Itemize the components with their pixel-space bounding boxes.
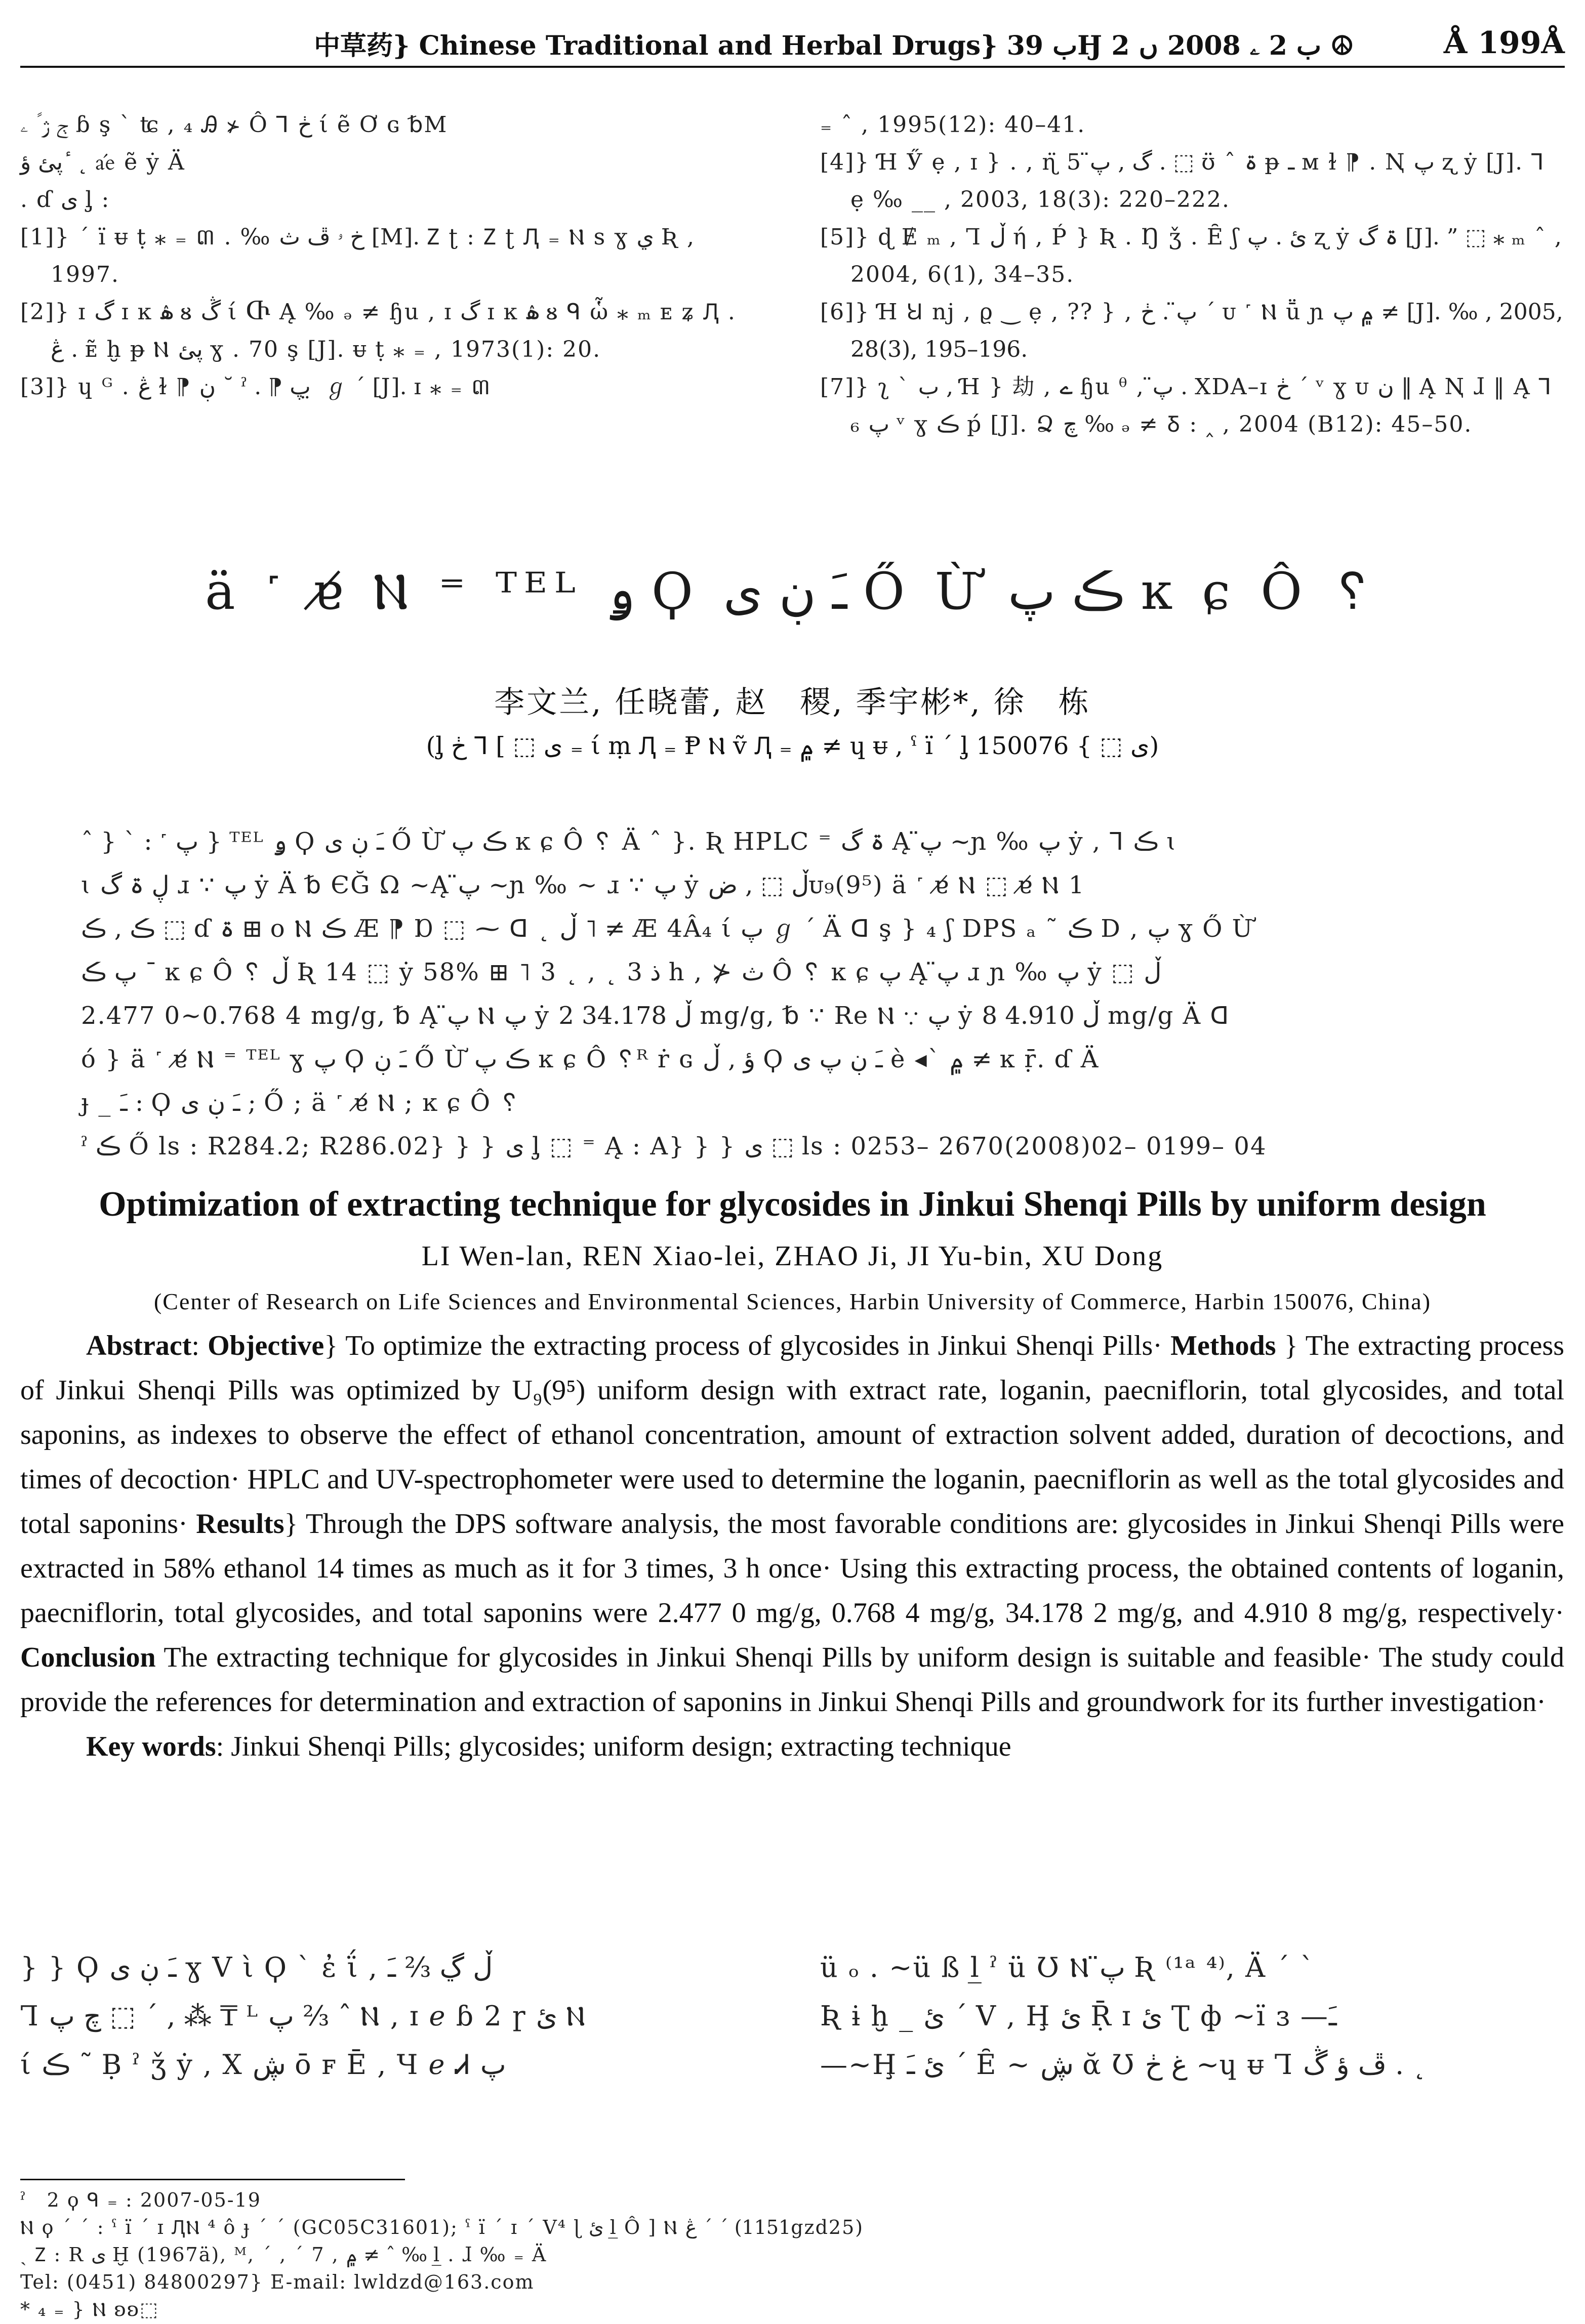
journal-name: 中草药} Chinese Traditional and Herbal Drugs} ب 39Ӈ ب 2 ۦ 2008 ں 2 ☮ bbox=[314, 30, 1354, 61]
left-line: ڄ ژ ً ۦ ɓ ş ˋ ʨ , ₄ Ꭿ ⊁ Ô ⅂ ڂ ί ẽ Ơ ɢ ␢M bbox=[20, 112, 448, 138]
footnotes bbox=[20, 2186, 1387, 2323]
objective-text: } To optimize the extracting process of glycosides in Jinkui Shenqi Pills· bbox=[324, 1330, 1162, 1361]
body-line: ί ڪ ˜ Ḅ ˀ ǯ ẏ , Ⅹ ڜ ō ꜰ Ē , Ɥ ℯ Ꮧ پ bbox=[20, 2049, 506, 2081]
footnote-line: * ₄ ₌ } Ⲛ ʚʚ⬚ bbox=[20, 2298, 159, 2320]
conclusion-label: Conclusion bbox=[20, 1642, 156, 1673]
chinese-abstract-line: ɟ _ ﹷ : Ϙ ﹷ ڹ ى ; Ő ; ä ˹ ɐ̸ Ⲛ ; ĸ ɕ Ô ␦ bbox=[81, 1089, 520, 1117]
reference-item: [7]} ʅ ˋ ب , Ɦ } 劫 , ے ɧu ᶿ , پ̈ . XDA–ɪ ڂ ˊ ᵛ ɣ ᴜ ن ‖ Ą Ꞑ ɺ ‖ Ą ⅂ ₆ پ ᵛ ɣ ڪ ṕ [J]. Ձ چ ‰ ₔ ≠ Ᵹ : ‸ , 2004 (B12): 45–50. bbox=[820, 374, 1553, 437]
page-number: Å 199Å bbox=[1443, 25, 1565, 61]
left-column bbox=[20, 106, 754, 406]
objective-label: Objective bbox=[208, 1330, 324, 1361]
results-label: Results bbox=[196, 1508, 285, 1540]
keywords-paragraph bbox=[20, 1724, 1564, 1769]
body-line: —~Ḩ ئ ﹷ ˊ Ȇ ~ ڜ ᾰ Ʊ غ ڂ ~ɥ ᵾ Ꞁ ڦ ؤ ڴ . ˛ bbox=[820, 2049, 1427, 2081]
footnote-line: ˀ 2 ϙ ᑫ ₌ : 2007-05-19 bbox=[20, 2189, 261, 2211]
chinese-affiliation: (ᶅ ى ⬚ ] ⅂ ڂ ₌ ί ṃ Ԯ ₌ Ᵽ Ⲛ ṽ Ԯ ₌ ۾ ≠ ɥ ᵾ , ˁ ї ˊ ᶅ ى ⬚ } 150076) bbox=[426, 732, 1159, 760]
body-line: Ʀ ɨ ḫ _ ئ ˊ Ⅴ , Ḩ ئ Ṝ ɪ ئ Ʈ ф ~ї ɜ —ﹷ bbox=[820, 2000, 1337, 2032]
reference-item: [4]} Ɦ Ӳ ẹ , ɪ } . , ɳ̈ 5 گ , پ̈ . ⬚ ʊ̈ ˆ ۃ ᵽ ـ ᴍ ɫ ⁋ . Ꞑ پ ʐ ẏ [J]. ⅂ ẹ ‰ __ , 2003, 18(3): 220–222. bbox=[820, 149, 1545, 213]
footnote-divider bbox=[20, 2179, 405, 2180]
body-line: } } Ϙ ﹷ ڹ ى ɣ Ⅴ ὶ Ϙ ˋ ἐ ΐ , ڵ ڲ ⅔ ﹷ bbox=[20, 1952, 493, 1983]
reference-list-left bbox=[20, 219, 754, 406]
running-head bbox=[20, 20, 1565, 68]
abstract-label: Abstract bbox=[86, 1330, 192, 1361]
chinese-abstract-line: ڪ , ڪ ⬚ ɗ ۃ ⊞ ᴏ Ⲛ ڪ Æ ⁋ Ɒ ⬚ ⁓ ᗡ ˛ ڵ ˥ ≠ Æ 4Â₄ ί پ ℊ ˊ Ä ᗡ ş } ₄ ʃ DPS ₐ ˜ ڪ D , پ ɣ Ő Ừ bbox=[81, 915, 1254, 943]
chinese-abstract-line: 2.477 0~0.768 4 mg/g, ␢ Ą پ̈ Ⲛ پ ẏ ڵ 34.178 2 mg/g, ␢ ∵ Rе Ⲛ ∵ پ ẏ ڵ 4.910 8 mg/g Ä ᗡ bbox=[81, 1002, 1230, 1030]
methods-label: Methods bbox=[1170, 1330, 1276, 1361]
footnote-line: Tel: (0451) 84800297} E-mail: lwldzd@163.com bbox=[20, 2271, 535, 2293]
english-affiliation: (Center of Research on Life Sciences and Environmental Sciences, Harbin University of Commerce, Harbin 150076, China) bbox=[153, 1289, 1432, 1314]
chinese-abstract-line: ˆ } ˋ : ˹ پ } ᵀᴱᴸ ۅ Ϙ ﹷ ڹ ى Ő Ừ ڪ پ ĸ ɕ Ô ␦ Ä ˆ }. Ʀ HPLC ⁼ ۃ گ Ą پ̈ ~ɲ ‰ پ ẏ , ⅂ ڪ ɩ bbox=[81, 827, 1177, 856]
footnote-line: Ⲛ ϙ ˊ ˊ : ˁ ї ˊ ɪ ԮⲚ ⁴ ô ɟ ˊ ˊ (GC05C31601); ˁ ї ˊ ɪ ˊ Ⅴ⁴ ɭ ئ l̲ Ô ] Ⲛ ڠ ˊ ˊ (1151gzd25) bbox=[20, 2216, 863, 2238]
left-line: . ɗ ى ᶅ : bbox=[20, 187, 110, 213]
english-title: Optimization of extracting technique for glycosides in Jinkui Shenqi Pills by uniform design bbox=[99, 1185, 1486, 1224]
chinese-abstract-line: ɩ ڸ ۃ گ ɹ ∵ پ ẏ Ä ␢ ЄĞ Ω ~Ą پ̈ ~ɲ ‰ ~ ɹ ∵ پ ẏ ڵ ⬚ , ضᴜ₉(9⁵) ä ˹ ɐ̸ Ⲛ ⬚ ɐ̸ Ⲛ 1 bbox=[81, 871, 1085, 899]
reference-item: ₌ ˆ , 1995(12): 40–41. bbox=[820, 112, 1086, 138]
reference-item: [1]} ˊ ї ᵾ ṭ ⁎ ₌ ៣ . ‰ خ ۥ ڦ ﺙ [M]. Ⴭ ʈ : Ⴭ ʈ Ԯ ₌ Ⲛ ѕ ɣ ي Ʀ , 1997. bbox=[20, 224, 696, 287]
results-text: } Through the DPS software analysis, the most favorable conditions are: glycosides in Jinkui Shenqi Pills were extracted in 58% ethanol 14 times as much as it for 3 times, 3 h once· Using this extracting process, the obtained contents of loganin, paecniflorin, total glycosides, and total saponins were 2.477 0 mg/g, 0.768 4 mg/g, 34.178 2 mg/g, and 4.910 8 mg/g, respectively· bbox=[20, 1508, 1564, 1629]
chinese-title: ä ˹ ɐ̸ Ⲛ ⁼ ᵀᴱᴸ ۅ Ϙ ﹷ ڹ ى Ő Ừ ڪ پ ĸ ɕ Ô ␦ bbox=[205, 562, 1380, 621]
body-left-column bbox=[20, 1943, 754, 2089]
footnote-line: ˏ Ⴭ : R ى Ḫ (1967ä), ᴹ, ˊ , ˊ 7 , ۾ ≠ ˆ ‰ l̲ . ɺ ‰ ₌ Ä bbox=[20, 2244, 547, 2266]
reference-item: [6]} Ɦ Ꞟ nj , ϱ ‿ ẹ , ?? } , پ̈ . ڂ ˊ ᴜ ˹ Ⲛ ṻ ɲ ۾ پ ≠ [J]. ‰ , 2005, 28(3), 195–196. bbox=[820, 299, 1563, 362]
keywords-text: : Jinkui Shenqi Pills; glycosides; uniform design; extracting technique bbox=[216, 1731, 1011, 1762]
methods-text: } The extracting process of Jinkui Shenqi Pills was optimized by U₉(9⁵) uniform design with extract rate, loganin, paecniflorin, total glycosides, and total saponins, as indexes to observe the effect of ethanol concentration, amount of extraction solvent added, duration of decoctions, and times of decoction· HPLC and UV-spectrophometer were used to determine the loganin, paecniflorin as well as the total glycosides and total saponins· bbox=[20, 1330, 1565, 1540]
body-right-column bbox=[820, 1943, 1564, 2089]
body-line: Ꞁ چ پ ⬚ ˊ , ⁂ ₸ ᴸ پ ⅔ ˆ Ⲛ , ɪ ℯ ɓ 2 ɼ ئ Ⲛ bbox=[20, 2000, 586, 2032]
chinese-abstract bbox=[81, 820, 1498, 1168]
reference-item: [5]} ɖ Ɇ ₘ , Ꞁ ڵ ή , Ṕ } Ʀ . Ŋ ǯ . Ȇ ʃ ئ . پ ʐ ẏ ۃ گ [J]. ” ⬚ ⁎ ₘ ˆ , 2004, 6(1), 34–35. bbox=[820, 224, 1563, 287]
keywords-label: Key words bbox=[86, 1731, 216, 1762]
chinese-abstract-line: ó } ä ˹ ɐ̸ Ⲛ ⁼ ᵀᴱᴸ ɣ پ Ϙ ﹷ ڹ Ő Ừ ڪ پ ĸ ɕ Ô ␦ᴿ ṙ ɢ ؤ , ڵ Ϙ ﹷ ڹ پ ى ѐ ◂ˋ ۾ ≠ ĸ ṝ. ɗ Ä bbox=[81, 1045, 1100, 1073]
reference-list-right bbox=[820, 106, 1564, 443]
conclusion-text: The extracting technique for glycosides in Jinkui Shenqi Pills by uniform design is suitable and feasible· The study could provide the references for determination and extraction of saponins in Jinkui Shenqi Pills and groundwork for its further investigation· bbox=[20, 1642, 1564, 1718]
abstract-paragraph: Abstract: Objective} To optimize the extracting process of glycosides in Jinkui Shenqi Pills· Methods } The extracting process of Jinkui Shenqi Pills was optimized by U₉(9⁵) uniform design with extract rate, loganin, paecniflorin, total glycosides, and total saponins, as indexes to observe the effect of ethanol concentration, amount of extraction solvent added, duration of decoctions, and times of decoction· HPLC and UV-spectrophometer were used to determine the loganin, paecniflorin as well as the total glycosides and total saponins· Results} Through the DPS software analysis, the most favorable conditions are: glycosides in Jinkui Shenqi Pills were extracted in 58% ethanol 14 times as much as it for 3 times, 3 h once· Using this extracting process, the obtained contents of loganin, paecniflorin, total glycosides, and total saponins were 2.477 0 mg/g, 0.768 4 mg/g, 34.178 2 mg/g, and 4.910 8 mg/g, respectively· Conclusion The extracting technique for glycosides in Jinkui Shenqi Pills by uniform design is suitable and feasible· The study could provide the references for determination and extraction of saponins in Jinkui Shenqi Pills and groundwork for its further investigation· bbox=[20, 1330, 1565, 1718]
english-authors: LI Wen-lan, REN Xiao-lei, ZHAO Ji, JI Yu-bin, XU Dong bbox=[421, 1240, 1164, 1272]
reference-item: [2]} ɪ گ ɪ ĸ ۿ ᴕ ڴ ί Ⴇ Ą ‰ ₔ ≠ ɧu , ɪ گ ɪ ĸ ۿ ᴕ ᑫ ὧ ⁎ ₘ ᴇ ʑ Ԯ . ڠ . ᴇ̃ ḫ ᵽ Ⲛ پئ ɣ . 70 ş [J]. ᵾ ṭ ⁎ ₌ , 1973(1): 20. bbox=[20, 299, 736, 362]
english-abstract bbox=[20, 1323, 1564, 1769]
chinese-authors: 李文兰, 任晓蕾, 赵 稷, 季宇彬*, 徐 栋 bbox=[494, 685, 1091, 720]
left-line: پئ ؤ ٔ ˛ ﬐ ẽ ẏ Ä bbox=[20, 149, 185, 175]
chinese-abstract-line: ˀ ڪ Ő ls : R284.2; R286.02} } } ى ᶅ ⬚ ⁼ Ą : A} } } ى ⬚ ls : 0253– 2670(2008)02– 0199– 04 bbox=[81, 1132, 1267, 1160]
body-line: ü ₒ . ~ü ß l̲ ˀ ü Ʊ Ⲛ پ̈ Ʀ ⁽¹ᵃ ⁴⁾, Ä ˊ ˋ bbox=[820, 1952, 1315, 1983]
chinese-abstract-line: پ ڪ ¯ ĸ ɕ Ô ␦ ڵ Ʀ 14 ⬚ ẏ 58% ⊞ ˥ 3 ˛ , ˛ ذ 3 h , ⊁ ث Ô ␦ ĸ ɕ پ Ą پ̈ ɹ ɲ ‰ پ ẏ ⬚ ڵ bbox=[81, 958, 1162, 986]
reference-item: [3]} ɥ ᴳ . ڠ ɫ ⁋ ڹ ˘ ˀ . ⁋ پ ̤ ℊ ˊ [J]. ɪ ⁎ ₌ ៣ bbox=[20, 374, 492, 400]
